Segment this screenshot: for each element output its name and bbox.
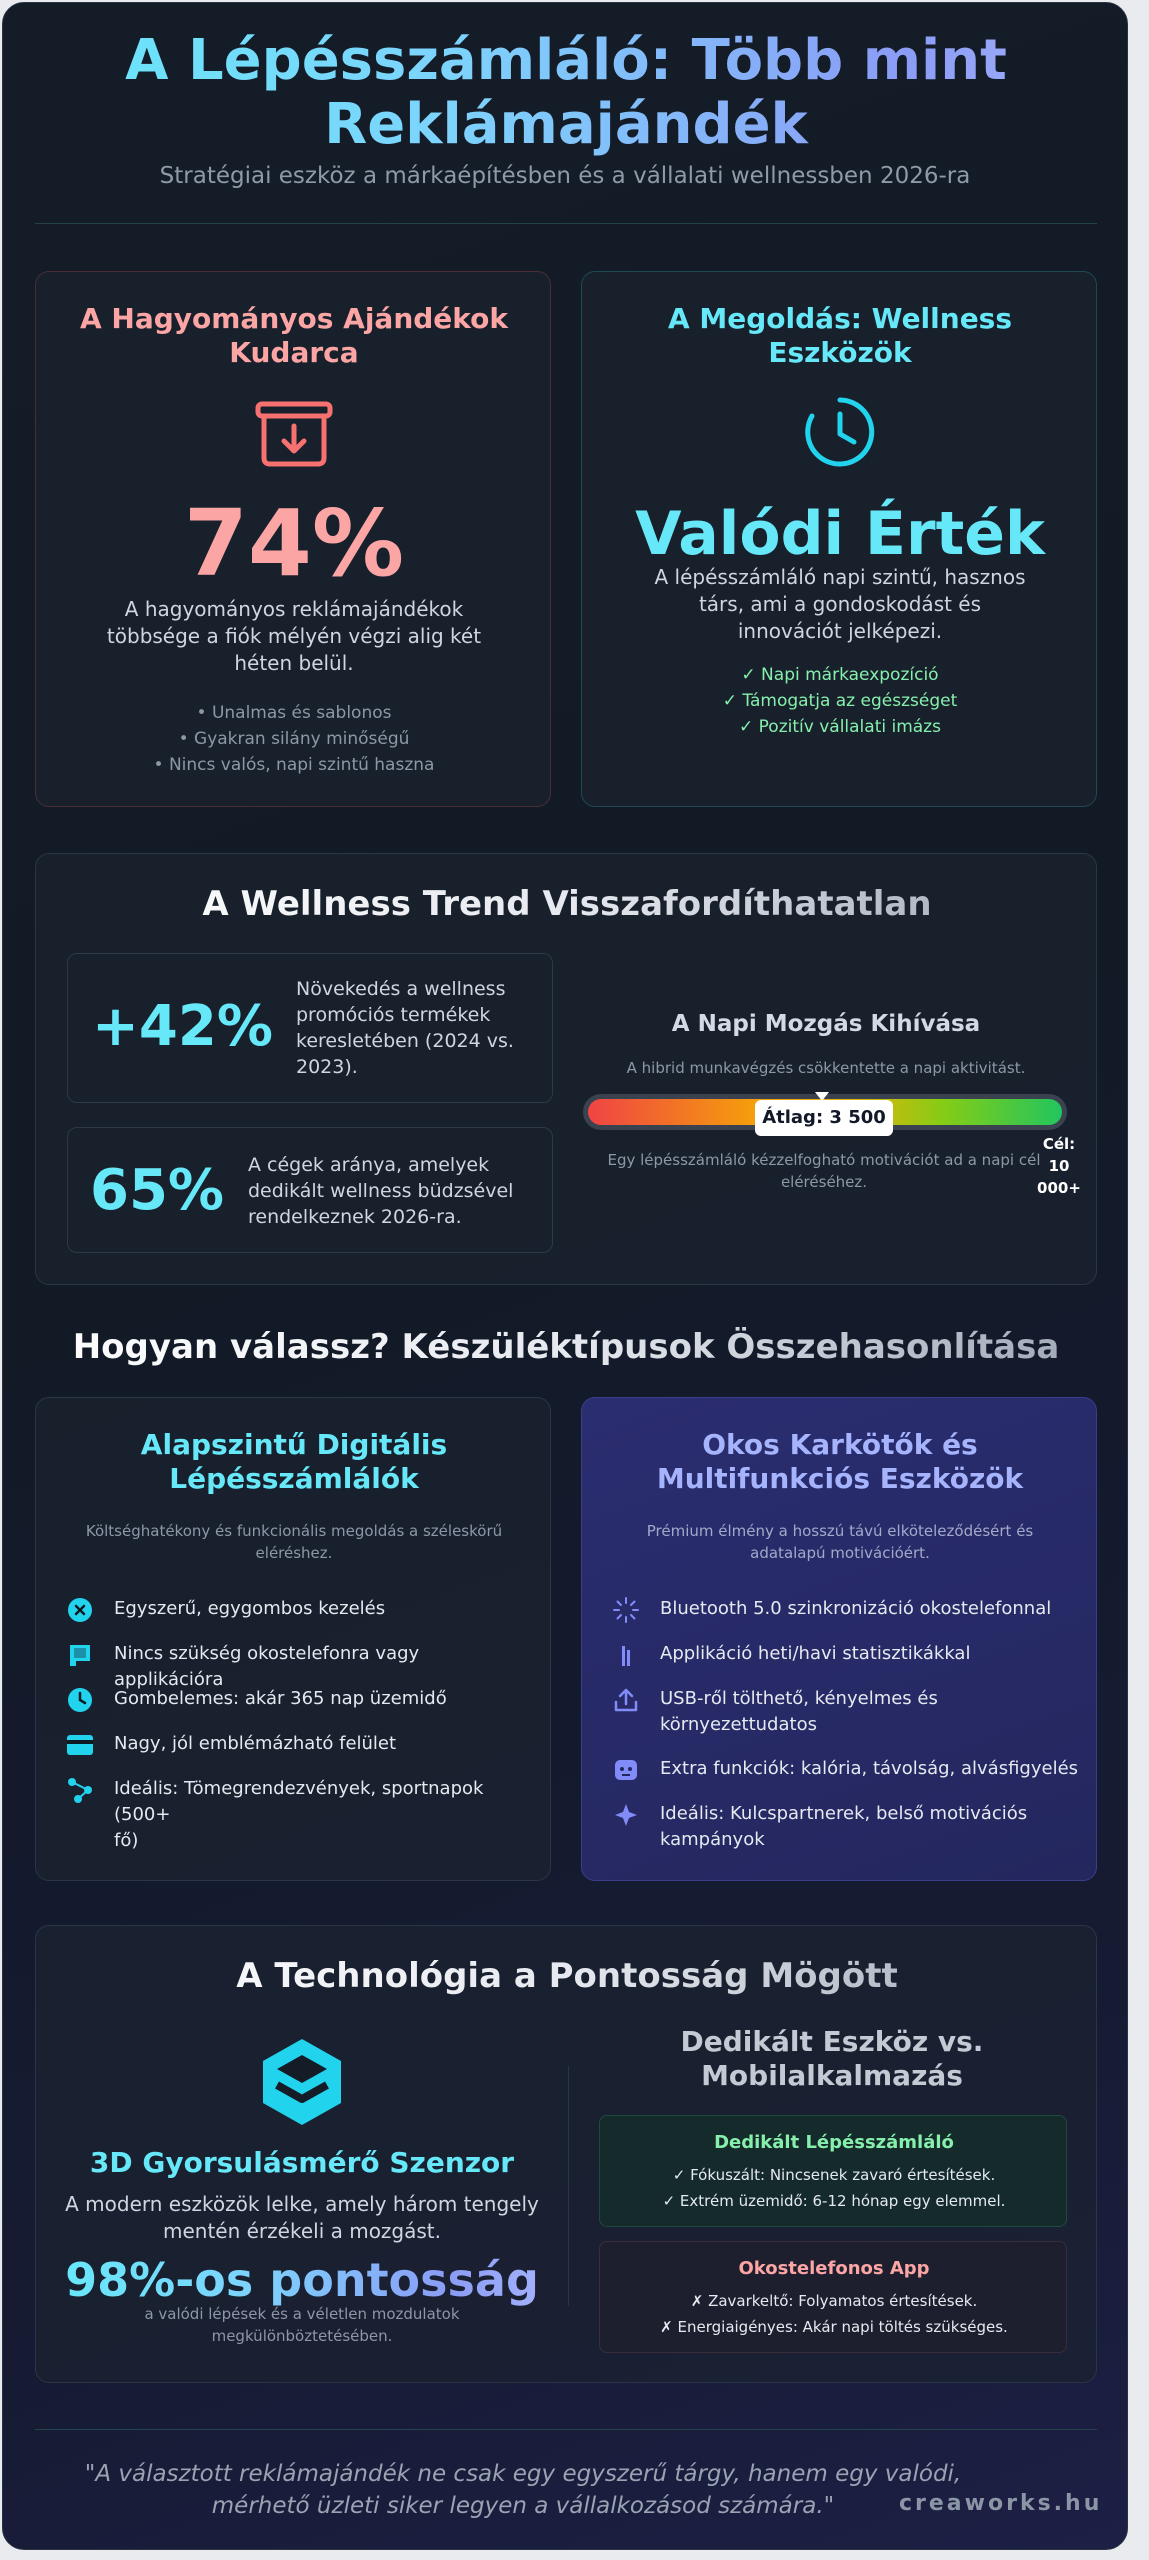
feature-line: USB-ről tölthető, kényelmes és [660,1688,938,1709]
feature-line: Bluetooth 5.0 szinkronizáció okostelefonnal [660,1598,1052,1619]
solution-title-line1: A Megoldás: Wellness [667,302,1013,335]
basic-feature-item [64,1596,534,1624]
vs-title-line: Dedikált Eszköz vs. [680,2025,984,2058]
problem-bullet: • Gyakran silány minőségű [178,729,410,749]
dedicated-point: ✓ Extrém üzemidő: 6-12 hónap egy elemmel. [662,2192,1006,2210]
smart-device-card [581,1397,1097,1881]
smart-device-subtitle [582,1520,1098,1564]
sensor-desc-line: mentén érzékeli a mozgást. [162,2219,442,2243]
feature-line: Extra funkciók: kalória, távolság, alvásfigyelés [660,1758,1079,1779]
basic-feature-text [114,1686,447,1712]
sensor-stat-caption-line: megkülönböztetésében. [211,2327,393,2345]
feature-line: környezettudatos [660,1714,817,1735]
basic-sub-line: Költséghatékony és funkcionális megoldás a széleskörű [85,1522,503,1540]
phone-app-point: ✗ Energiaigényes: Akár napi töltés szükséges. [660,2318,1008,2336]
phone-off-icon [64,1641,96,1669]
challenge-note-line: eléréséhez. [780,1173,868,1191]
trend-stat-growth [67,953,553,1103]
challenge-subtitle: A hibrid munkavégzés csökkentette a napi aktivitást. [626,1059,1026,1077]
basic-feature-text [114,1596,385,1622]
layers-cube-icon [257,2035,347,2129]
goal-label-line: Cél: [1042,1135,1076,1153]
solution-desc-line2: társ, ami a gondoskodást és [698,592,982,616]
dedicated-device-box [599,2115,1067,2227]
solution-headline: Valódi Érték [635,499,1045,569]
budget-desc-line: dedikált wellness büdzsével [248,1180,514,1202]
page-title-line1: A Lépésszámláló: Több mint [125,28,1007,93]
challenge-note [599,1149,1049,1193]
smart-feature-item [610,1641,1080,1669]
feature-line: Gombelemes: akár 365 nap üzemidő [114,1688,447,1709]
smart-feature-text [660,1801,1027,1853]
feature-line: Applikáció heti/havi statisztikákkal [660,1643,971,1664]
phone-app-box [599,2241,1067,2353]
dedicated-title: Dedikált Lépésszámláló [714,2132,954,2153]
dedicated-point: ✓ Fókuszált: Nincsenek zavaró értesítések. [672,2166,996,2184]
problem-desc-line1: A hagyományos reklámajándékok [124,597,464,621]
trend-title: A Wellness Trend Visszafordíthatatlan [36,884,1098,924]
problem-card [35,271,551,807]
basic-device-card [35,1397,551,1881]
smart-feature-item [610,1801,1090,1853]
basic-device-title [36,1428,552,1496]
growth-desc-line: keresletében (2024 vs. [296,1030,514,1052]
page-subtitle: Stratégiai eszköz a márkaépítésben és a vállalati wellnessben 2026-ra [159,163,971,189]
growth-stat-value: +42% [92,994,273,1059]
smart-feature-text [660,1641,970,1667]
feature-line: Ideális: Tömegrendezvények, sportnapok (500+ [114,1778,484,1825]
phone-app-point: ✗ Zavarkeltő: Folyamatos értesítések. [690,2292,978,2310]
smart-feature-text [660,1686,938,1738]
smart-title-line: Okos Karkötők és [702,1428,978,1461]
smart-feature-item [610,1596,1080,1624]
tech-title: A Technológia a Pontosság Mögött [36,1956,1098,1996]
archive-box-download-icon [254,400,334,470]
sensor-accuracy-stat: 98%-os pontosság [55,2251,549,2309]
feature-line: Nincs szükség okostelefonra vagy applikációra [114,1643,420,1690]
x-circle-icon [64,1596,96,1624]
clock-icon [64,1686,96,1714]
solution-desc-line3: innovációt jelképezi. [737,619,943,643]
upload-icon [610,1686,642,1714]
problem-desc-line3: héten belül. [234,651,354,675]
signal-bars-icon [610,1641,642,1669]
problem-bullet: • Nincs valós, napi szintű haszna [153,755,435,775]
basic-feature-item [64,1731,534,1759]
header-divider [35,223,1097,224]
vs-title [587,2025,1077,2093]
share-nodes-icon [64,1776,96,1804]
goal-label-line: 10 [1048,1157,1070,1175]
problem-desc-line2: többsége a fiók mélyén végzi alig két [106,624,482,648]
growth-desc-line: 2023). [296,1056,358,1078]
challenge-title: A Napi Mozgás Kihívása [671,1011,981,1037]
dedicated-points [600,2162,1068,2214]
gauge-goal-label [1031,1133,1087,1199]
smart-sub-line: adatalapú motivációért. [750,1544,930,1562]
goal-label-line: 000+ [1037,1179,1081,1197]
sensor-title: 3D Gyorsulásmérő Szenzor [89,2146,515,2179]
page-title [3,29,1128,157]
smart-feature-text [660,1756,1078,1782]
smart-device-title [582,1428,1098,1496]
solution-title-line2: Eszközök [768,336,912,369]
basic-title-line: Alapszintű Digitális [140,1428,448,1461]
feature-line: kampányok [660,1829,765,1850]
sensor-stat-caption-line: a valódi lépések és a véletlen mozdulatok [144,2305,460,2323]
trend-stat-budget [67,1127,553,1253]
phone-app-title: Okostelefonos App [738,2258,930,2279]
basic-sub-line: eléréshez. [255,1544,333,1562]
basic-device-subtitle [36,1520,552,1564]
clock-icon [802,394,878,470]
budget-desc-line: rendelkeznek 2026-ra. [248,1206,462,1228]
tech-divider [568,2066,569,2306]
problem-title-line1: A Hagyományos Ajándékok [79,302,509,335]
page-title-line2: Reklámajándék [324,92,808,157]
footer-divider [35,2429,1097,2430]
solution-check-item: ✓ Napi márkaexpozíció [741,665,939,685]
basic-feature-item [64,1776,544,1854]
bluetooth-loader-icon [610,1596,642,1624]
solution-description [582,564,1098,645]
compare-title: Hogyan válassz? Készüléktípusok Összehasonlítása [3,1327,1128,1367]
footer-quote-line: "A választott reklámajándék ne csak egy egyszerű tárgy, hanem egy valódi, [84,2461,962,2487]
problem-description [36,596,552,677]
budget-stat-desc [248,1152,513,1230]
smart-sub-line: Prémium élmény a hosszú távú elköteleződésért és [646,1522,1034,1540]
budget-stat-value: 65% [90,1158,225,1223]
challenge-note-line: Egy lépésszámláló kézzelfogható motivációt ad a napi cél [607,1151,1041,1169]
growth-desc-line: Növekedés a wellness [296,978,506,1000]
growth-stat-desc [296,976,514,1080]
sensor-desc-line: A modern eszközök lelke, amely három tengely [65,2192,539,2216]
problem-title [36,302,552,370]
problem-stat: 74% [183,490,405,597]
problem-bullets [36,700,552,778]
basic-feature-text [114,1776,544,1854]
footer-quote [83,2458,963,2522]
solution-check-item: ✓ Támogatja az egészséget [722,691,958,711]
brand-logo[interactable]: creaworks.hu [899,2491,1103,2516]
smart-feature-item [610,1756,1080,1784]
problem-title-line2: Kudarca [229,336,359,369]
problem-bullet: • Unalmas és sablonos [196,703,392,723]
feature-line: Ideális: Kulcspartnerek, belső motivációs [660,1803,1028,1824]
gauge-average-label: Átlag: 3 500 [755,1100,893,1136]
basic-title-line: Lépésszámlálók [169,1462,419,1495]
infographic-page [2,2,1128,2550]
robot-face-icon [610,1756,642,1784]
solution-checklist [582,662,1098,740]
basic-feature-text [114,1731,396,1757]
footer-quote-line: mérhető üzleti siker legyen a vállalkozásod számára." [211,2493,835,2519]
solution-title [582,302,1098,370]
credit-card-icon [64,1731,96,1759]
smart-title-line: Multifunkciós Eszközök [656,1462,1024,1495]
sensor-stat-caption [55,2303,549,2347]
smart-feature-item [610,1686,1080,1738]
sensor-description [55,2191,549,2245]
feature-line: fő) [114,1830,139,1851]
solution-desc-line1: A lépésszámláló napi szintű, hasznos [654,565,1026,589]
basic-feature-item [64,1686,534,1714]
growth-desc-line: promóciós termékek [296,1004,491,1026]
vs-title-line: Mobilalkalmazás [701,2059,963,2092]
solution-card [581,271,1097,807]
feature-line: Nagy, jól emblémázható felület [114,1733,397,1754]
solution-check-item: ✓ Pozitív vállalati imázs [739,717,941,737]
budget-desc-line: A cégek aránya, amelyek [248,1154,490,1176]
phone-app-points [600,2288,1068,2340]
smart-feature-text [660,1596,1051,1622]
feature-line: Egyszerű, egygombos kezelés [114,1598,386,1619]
sparkle-icon [610,1801,642,1829]
